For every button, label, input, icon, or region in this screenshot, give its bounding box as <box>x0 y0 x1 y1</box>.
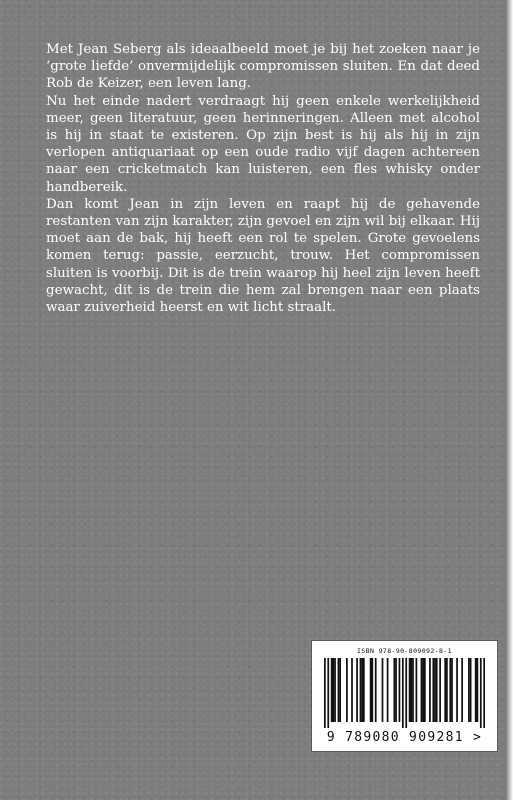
barcode-bar <box>409 658 411 722</box>
blurb-text <box>46 41 480 316</box>
barcode-bar <box>363 658 365 722</box>
barcode-bar <box>480 658 482 728</box>
barcode-digits: 9 789080 909281 > <box>326 730 483 745</box>
isbn-label: ISBN 978-90-809092-8-1 <box>357 647 452 655</box>
barcode-bar <box>456 658 458 722</box>
barcode-bar <box>382 658 384 722</box>
blurb-paragraph-1: Met Jean Seberg als ideaalbeeld moet je bij het zoeken naar je ‘grote liefde’ onvermijdelijk compromissen sluiten. En dat deed Rob de Keizer, een leven lang. <box>46 42 480 92</box>
barcode-bar <box>402 658 404 728</box>
barcode-bar <box>338 658 340 722</box>
barcode-bar <box>432 658 434 722</box>
barcode-bar <box>399 658 401 722</box>
barcode-bar <box>477 658 479 722</box>
blurb-paragraph-3: Dan komt Jean in zijn leven en raapt hij de gehavende restanten van zijn karakter, zijn gevoel en zijn wil bij elkaar. Hij moet aan de bak, hij heeft een rol te spelen. Grote gevoelens komen terug: passie, eerzucht, trouw. Het compromissen sluiten is voorbij. Dit is de trein waarop hij heel zijn leven heeft gewacht, dit is de trein die hem zal brengen naar een plaats waar zuiverheid heerst en wit licht straalt. <box>46 196 480 316</box>
barcode-bar <box>371 658 373 722</box>
barcode-bar <box>436 658 438 722</box>
barcode-bar <box>449 658 451 722</box>
barcode-bar <box>331 658 333 722</box>
barcode-bar <box>468 658 470 722</box>
barcode-bar <box>351 658 353 722</box>
barcode-bar <box>483 658 485 728</box>
barcode-bar <box>346 658 348 722</box>
barcode-image <box>324 658 485 728</box>
barcode-bar <box>422 658 424 722</box>
barcode-bar <box>360 658 362 722</box>
barcode-bar <box>393 658 395 722</box>
barcode-bar <box>324 658 326 728</box>
barcode-bar <box>356 658 358 722</box>
barcode-bar <box>451 658 453 722</box>
barcode-bar <box>434 658 436 722</box>
page-edge <box>505 0 513 800</box>
barcode-bar <box>461 658 463 722</box>
barcode-bar <box>332 658 334 722</box>
isbn-barcode-box <box>311 640 498 752</box>
barcode-bar <box>439 658 441 722</box>
barcode-bar <box>339 658 341 722</box>
barcode-bar <box>405 658 407 728</box>
barcode-bar <box>327 658 329 728</box>
barcode-bar <box>444 658 446 722</box>
barcode-bar <box>424 658 426 722</box>
barcode-bar <box>416 658 418 722</box>
barcode-bar <box>370 658 372 722</box>
barcode-bar <box>334 658 336 722</box>
barcode-bar <box>446 658 448 722</box>
blurb-paragraph-2: Nu het einde nadert verdraagt hij geen enkele werkelijkheid meer, geen literatuur, geen herinneringen. Alleen met alcohol is hij in staat te existeren. Op zijn best is hij als hij in zijn verlopen antiquariaat op een oude radio vijf dagen achtereen naar een cricketmatch kan luisteren, een fles whisky onder handbereik. <box>46 93 480 195</box>
barcode-bar <box>375 658 377 722</box>
barcode-bar <box>410 658 412 722</box>
barcode-bar <box>429 658 431 722</box>
barcode-bar <box>395 658 397 722</box>
barcode-bar <box>475 658 477 722</box>
barcode-bar <box>421 658 423 722</box>
barcode-bar <box>361 658 363 722</box>
barcode-bar <box>387 658 389 722</box>
barcode-bar <box>412 658 414 722</box>
barcode-bar <box>470 658 472 722</box>
